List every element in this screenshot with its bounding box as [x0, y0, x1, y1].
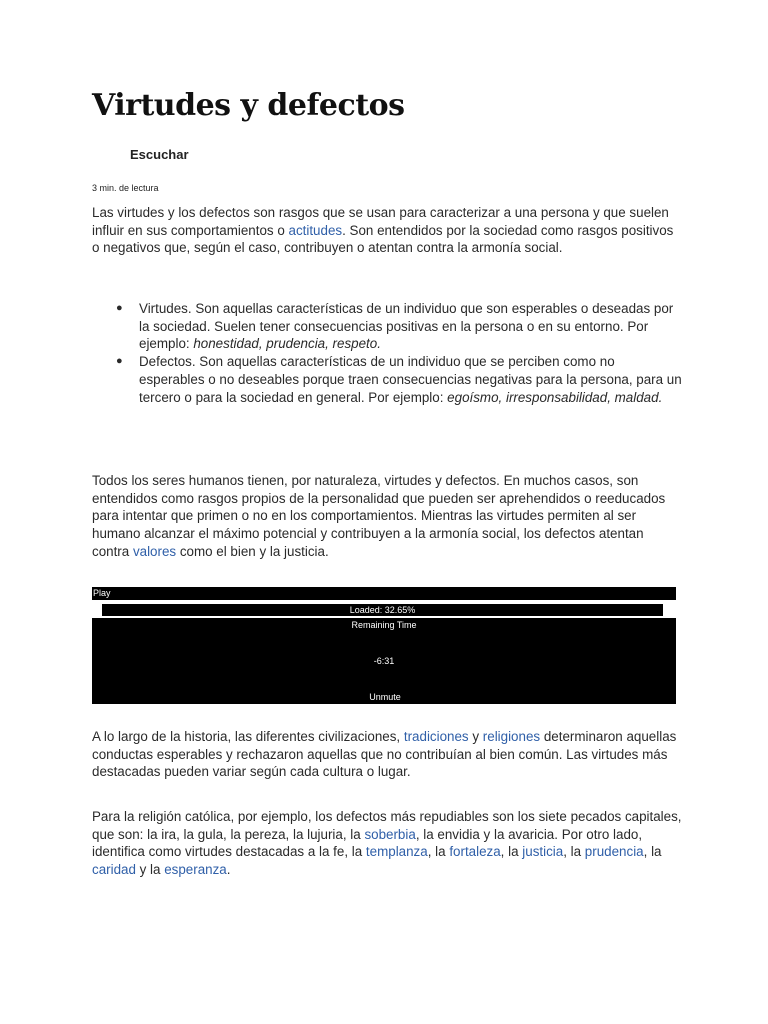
body-paragraph: [92, 472, 682, 561]
list-item-text: Defectos. Son aquellas características de un individuo que se perciben como no esperables o no deseables porque traen consecuencias negativas para la persona, para un tercero o para la sociedad en general. Por ejemplo:: [139, 354, 682, 405]
list-item-text: Virtudes. Son aquellas características de un individuo que son esperables o deseadas por la sociedad. Suelen tener consecuencias positivas en la persona o en su entorno. Por ejemplo:: [139, 301, 674, 352]
listen-button[interactable]: Escuchar: [130, 147, 189, 162]
link-valores[interactable]: valores: [132, 543, 177, 559]
text-span: , la: [643, 844, 662, 860]
link-templanza[interactable]: templanza: [365, 844, 428, 860]
text-span: , la: [500, 844, 523, 860]
remaining-time-value: -6:31: [373, 656, 395, 666]
bullet-icon: ●: [116, 302, 123, 314]
text-span: y: [468, 729, 483, 744]
page-title: Virtudes y defectos: [92, 88, 405, 123]
intro-paragraph: [92, 204, 682, 257]
text-span: .: [226, 862, 231, 878]
text-span: Todos los seres humanos tienen, por naturaleza, virtudes y defectos. En muchos casos, son entendidos como rasgos propios de la personalidad que pueden ser aprehendidos o reeducados para intentar que primen o no en los comportamientos. Mientras las virtudes permiten al ser humano alcanzar el máximo potencial y contribuyen a la armonía social, los defectos atentan contra: [92, 473, 666, 559]
text-span: , la: [563, 844, 585, 860]
list-item: [92, 300, 682, 353]
link-fortaleza[interactable]: fortaleza: [449, 844, 501, 860]
text-span: . Son entendidos por la sociedad como rasgos positivos o negativos que, según el caso, contribuyen o atentan contra la armonía social.: [92, 222, 674, 256]
audio-player: [92, 587, 676, 704]
list-item-examples: egoísmo, irresponsabilidad, maldad.: [447, 389, 663, 405]
read-time: 3 min. de lectura: [92, 183, 159, 193]
link-religiones[interactable]: religiones: [482, 729, 541, 744]
body-paragraph: [92, 808, 682, 879]
text-span: como el bien y la justicia.: [176, 543, 329, 559]
text-span: determinaron aquellas conductas esperables y rechazaron aquellas que no contribuían al bien común. Las virtudes más destacadas pueden variar según cada cultura o lugar.: [92, 729, 677, 780]
remaining-time-label: Remaining Time: [351, 620, 417, 630]
text-span: y la: [135, 862, 165, 878]
link-actitudes[interactable]: actitudes: [288, 222, 343, 238]
definitions-list: [92, 300, 682, 406]
link-justicia[interactable]: justicia: [522, 844, 564, 860]
unmute-button[interactable]: Unmute: [369, 692, 401, 702]
text-span: Las virtudes y los defectos son rasgos que se usan para caracterizar a una persona y que suelen influir en sus comportamientos o: [92, 205, 669, 238]
player-display: [92, 618, 676, 704]
list-item: [92, 353, 682, 406]
list-item-examples: honestidad, prudencia, respeto.: [193, 336, 381, 352]
play-button[interactable]: Play: [92, 587, 676, 600]
link-prudencia[interactable]: prudencia: [584, 844, 644, 860]
body-paragraph: [92, 728, 682, 781]
link-caridad[interactable]: caridad: [92, 862, 136, 878]
text-span: , la envidia y la avaricia. Por otro lado, identifica como virtudes destacadas a la fe, la: [92, 826, 643, 860]
text-span: Para la religión católica, por ejemplo, los defectos más repudiables son los siete pecados capitales, que son: la ira, la gula, la pereza, la lujuria, la: [92, 809, 682, 842]
link-tradiciones[interactable]: tradiciones: [403, 729, 469, 744]
link-soberbia[interactable]: soberbia: [364, 826, 416, 842]
text-span: , la: [427, 844, 450, 860]
bullet-icon: ●: [116, 355, 123, 368]
text-span: A lo largo de la historia, las diferentes civilizaciones,: [92, 729, 404, 744]
link-esperanza[interactable]: esperanza: [164, 862, 227, 878]
loaded-progress: Loaded: 32.65%: [102, 604, 663, 616]
